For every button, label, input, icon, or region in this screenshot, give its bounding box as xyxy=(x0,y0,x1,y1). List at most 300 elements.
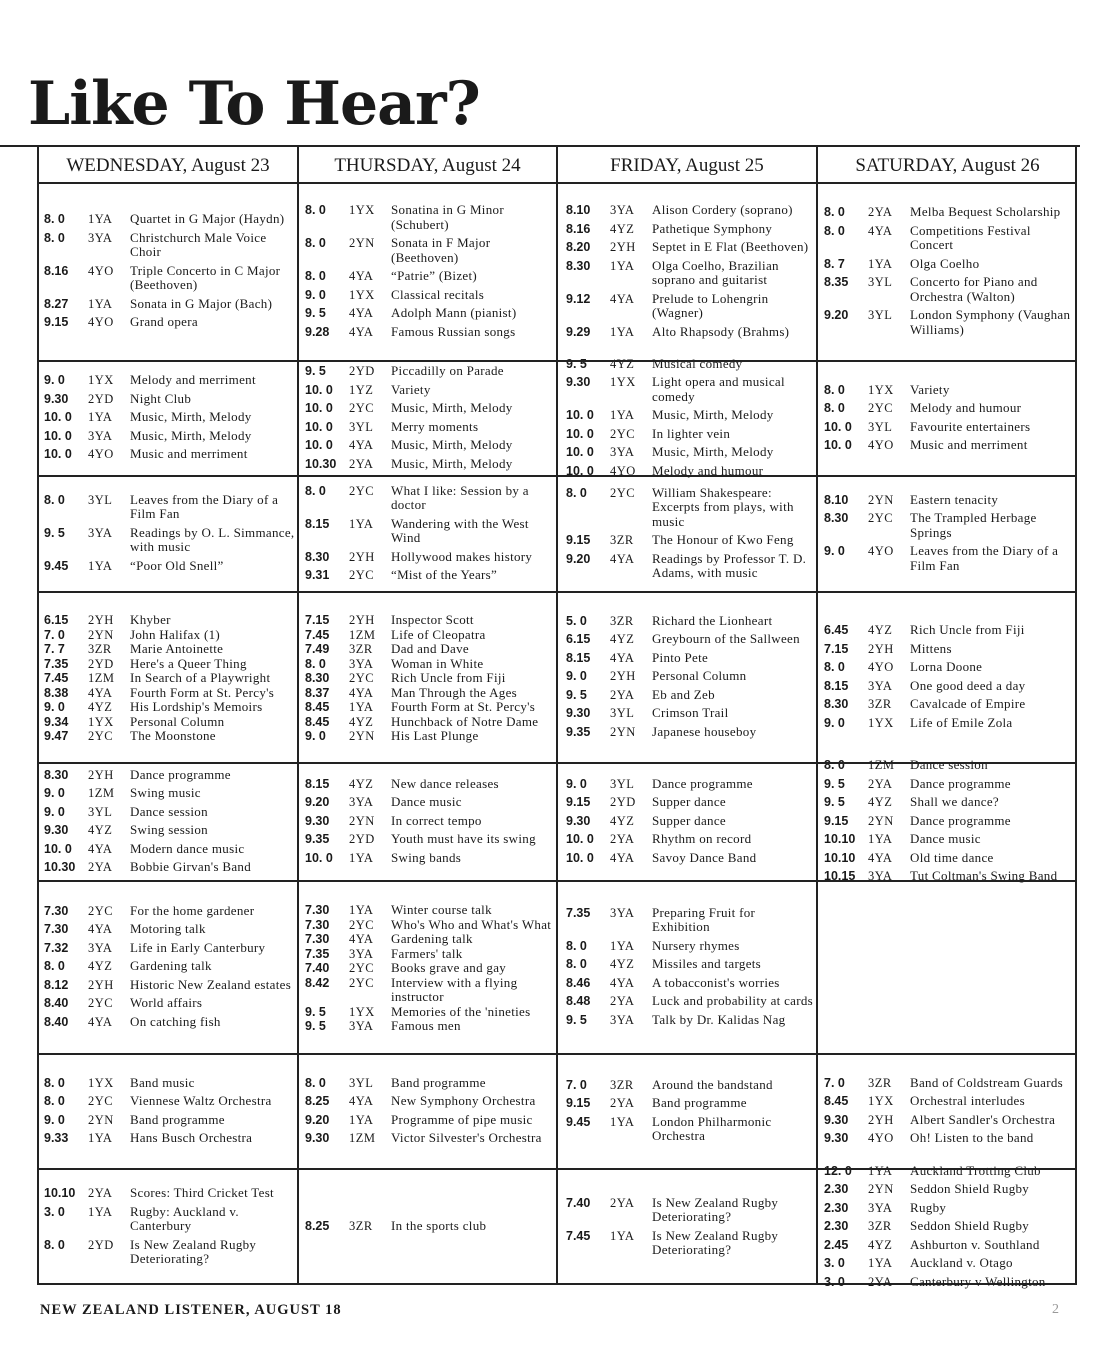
program-entry xyxy=(566,222,816,237)
program-entry xyxy=(566,669,816,684)
program-time: 9.30 xyxy=(305,1131,330,1145)
program-time: 8.16 xyxy=(566,221,591,236)
program-time: 7.35 xyxy=(566,905,591,920)
program-title: Around the bandstand xyxy=(652,1076,773,1092)
program-entry xyxy=(566,976,816,991)
program-title: Dance session xyxy=(910,757,988,773)
station-code: 4YA xyxy=(868,223,893,238)
program-time: 7.30 xyxy=(305,917,330,932)
program-title: Woman in White xyxy=(391,655,484,671)
program-entry xyxy=(305,642,555,657)
station-code: 3ZR xyxy=(610,613,634,628)
program-entry xyxy=(566,552,816,581)
station-code: 2YN xyxy=(88,1112,114,1127)
station-code: 1YA xyxy=(88,1131,113,1145)
program-entry xyxy=(824,224,1074,253)
program-title: Wandering with the West Wind xyxy=(391,515,529,545)
program-title: In correct tempo xyxy=(391,812,482,828)
program-entry xyxy=(305,306,555,321)
program-title: Luck and probability at cards xyxy=(652,993,814,1009)
section-divider xyxy=(37,182,1077,184)
program-time: 6.45 xyxy=(824,623,849,637)
program-time: 7.49 xyxy=(305,642,330,657)
station-code: 3ZR xyxy=(868,1075,892,1090)
program-entry xyxy=(824,1164,1074,1179)
station-code: 3YA xyxy=(610,445,635,460)
program-time: 7.15 xyxy=(305,613,330,628)
program-title: His Last Plunge xyxy=(391,728,479,744)
station-code: 2YH xyxy=(868,641,894,656)
station-code: 4YA xyxy=(610,551,635,566)
station-code: 2YH xyxy=(868,1112,894,1127)
section-divider xyxy=(37,591,1077,593)
program-entry xyxy=(305,364,555,379)
program-entry xyxy=(824,1256,1074,1271)
program-time: 8. 0 xyxy=(824,223,845,238)
program-time: 10. 0 xyxy=(44,841,72,856)
station-code: 4YA xyxy=(349,932,374,947)
station-code: 2YN xyxy=(349,813,375,828)
schedule-cell xyxy=(305,597,555,760)
schedule-cell xyxy=(305,481,555,589)
program-entry xyxy=(824,383,1074,398)
day-header-saturday: SATURDAY, August 26 xyxy=(855,155,1040,176)
program-title: For the home gardener xyxy=(130,902,255,918)
station-code: 4YA xyxy=(349,306,374,320)
program-entry xyxy=(566,427,816,442)
program-title: Programme of pipe music xyxy=(391,1111,533,1127)
program-title: Sonata in G Major (Bach) xyxy=(130,295,273,311)
program-title: John Halifax (1) xyxy=(130,626,220,642)
program-time: 7.40 xyxy=(305,961,330,976)
program-entry xyxy=(44,941,296,956)
station-code: 2YC xyxy=(349,975,375,990)
column-divider xyxy=(816,147,818,1285)
program-time: 9.30 xyxy=(44,823,69,837)
program-entry xyxy=(44,860,296,875)
program-title: Grand opera xyxy=(130,314,198,330)
program-time: 9. 5 xyxy=(305,306,326,320)
program-time: 9. 0 xyxy=(824,715,845,730)
schedule-cell xyxy=(44,188,296,358)
station-code: 2YC xyxy=(868,511,894,526)
station-code: 2YN xyxy=(349,236,375,250)
program-title: Viennese Waltz Orchestra xyxy=(130,1093,272,1108)
program-title: “Patrie” (Bizet) xyxy=(391,268,478,283)
program-entry xyxy=(566,408,816,423)
program-entry xyxy=(305,1113,555,1128)
station-code: 4YZ xyxy=(349,714,374,729)
program-entry xyxy=(305,777,555,792)
program-title: Supper dance xyxy=(652,794,726,810)
program-time: 8. 0 xyxy=(305,656,326,671)
program-entry xyxy=(824,716,1074,731)
program-entry xyxy=(305,420,555,435)
program-title: Nursery rhymes xyxy=(652,937,740,953)
program-entry xyxy=(305,457,555,472)
program-title: Olga Coelho xyxy=(910,255,980,271)
program-title: Preparing Fruit for Exhibition xyxy=(652,904,756,935)
schedule-cell xyxy=(824,1059,1074,1166)
station-code: 3YA xyxy=(349,795,374,810)
program-time: 9.20 xyxy=(566,551,591,566)
schedule-cell xyxy=(566,481,816,589)
station-code: 4YO xyxy=(88,447,114,462)
program-time: 9.45 xyxy=(44,558,69,573)
program-time: 6.15 xyxy=(44,613,69,628)
program-time: 7.30 xyxy=(305,932,330,947)
station-code: 3YL xyxy=(349,1075,374,1090)
station-code: 3YA xyxy=(868,869,893,884)
station-code: 3YA xyxy=(88,428,113,443)
program-title: The Trampled Herbage Springs xyxy=(910,510,1037,540)
schedule-cell xyxy=(566,1174,816,1283)
station-code: 2YA xyxy=(349,456,374,471)
program-title: Gardening talk xyxy=(130,958,212,974)
program-title: Swing bands xyxy=(391,849,462,865)
program-time: 3. 0 xyxy=(824,1274,845,1289)
program-title: Richard the Lionheart xyxy=(652,612,773,628)
program-time: 8. 0 xyxy=(44,1075,65,1090)
station-code: 4YA xyxy=(88,685,113,700)
station-code: 3YA xyxy=(349,1019,374,1034)
program-entry xyxy=(305,729,555,744)
program-title: Dance programme xyxy=(910,775,1011,791)
program-entry xyxy=(305,932,555,947)
program-time: 10.10 xyxy=(824,832,856,847)
program-time: 9. 0 xyxy=(824,544,845,559)
program-title: Pinto Pete xyxy=(652,649,709,665)
program-entry xyxy=(44,1186,296,1201)
program-entry xyxy=(44,373,296,388)
program-title: Marie Antoinette xyxy=(130,641,224,657)
program-title: “Mist of the Years” xyxy=(391,567,498,582)
program-entry xyxy=(824,1094,1074,1109)
program-time: 9.20 xyxy=(305,795,330,810)
program-entry xyxy=(305,976,555,1005)
program-entry xyxy=(44,526,296,555)
program-entry xyxy=(566,814,816,829)
program-entry xyxy=(44,805,296,820)
station-code: 2YA xyxy=(88,1186,113,1201)
program-title: Rugby: Auckland v. Canterbury xyxy=(130,1203,239,1234)
program-time: 9.15 xyxy=(566,795,591,810)
program-title: Is New Zealand Rugby Deteriorating? xyxy=(652,1194,779,1224)
program-title: Favourite entertainers xyxy=(910,418,1031,434)
station-code: 1YA xyxy=(868,1163,893,1178)
program-title: Prelude to Lohengrin (Wagner) xyxy=(652,290,769,320)
program-entry xyxy=(305,1131,555,1146)
program-time: 10.30 xyxy=(305,456,337,471)
program-title: Historic New Zealand estates xyxy=(130,976,292,992)
schedule-cell xyxy=(305,363,555,473)
station-code: 2YC xyxy=(610,485,636,500)
program-title: Leaves from the Diary of a Film Fan xyxy=(130,491,279,522)
program-title: Music and merriment xyxy=(910,437,1028,452)
program-entry xyxy=(44,1094,296,1109)
column-divider xyxy=(297,147,299,1285)
program-entry xyxy=(824,1201,1074,1216)
program-title: Savoy Dance Band xyxy=(652,849,757,865)
program-time: 8.10 xyxy=(566,203,591,217)
program-title: Music, Mirth, Melody xyxy=(391,455,513,471)
program-time: 8. 0 xyxy=(824,205,845,219)
station-code: 3YA xyxy=(88,940,113,955)
program-entry xyxy=(305,517,555,546)
program-time: 9. 5 xyxy=(44,525,65,540)
program-entry xyxy=(824,795,1074,810)
program-entry xyxy=(566,706,816,721)
program-title: Books grave and gay xyxy=(391,960,507,976)
program-entry xyxy=(824,851,1074,866)
program-entry xyxy=(44,493,296,522)
station-code: 4YZ xyxy=(88,959,113,974)
station-code: 3ZR xyxy=(349,1219,373,1234)
program-time: 10. 0 xyxy=(824,419,852,434)
program-entry xyxy=(44,786,296,801)
station-code: 2YN xyxy=(349,729,375,744)
page-number: 2 xyxy=(1052,1302,1059,1317)
program-title: Supper dance xyxy=(652,812,726,828)
schedule-cell xyxy=(305,886,555,1051)
program-time: 7.35 xyxy=(305,946,330,961)
program-title: Leaves from the Diary of a Film Fan xyxy=(910,543,1059,573)
program-title: Tut Coltman's Swing Band xyxy=(910,868,1058,884)
program-time: 8. 0 xyxy=(824,758,845,773)
program-title: His Lordship's Memoirs xyxy=(130,699,263,715)
program-entry xyxy=(305,613,555,628)
program-time: 10. 0 xyxy=(305,401,333,415)
station-code: 1YA xyxy=(610,258,635,273)
program-time: 9.35 xyxy=(566,724,591,739)
schedule-cell xyxy=(44,481,296,589)
program-title: Band of Coldstream Guards xyxy=(910,1074,1064,1090)
program-time: 8.37 xyxy=(305,685,330,700)
station-code: 4YA xyxy=(88,841,113,856)
program-time: 9.31 xyxy=(305,568,330,582)
program-entry xyxy=(305,700,555,715)
schedule-cell xyxy=(824,886,1074,1051)
program-title: Auckland Trotting Club xyxy=(910,1162,1041,1178)
program-entry xyxy=(44,1113,296,1128)
station-code: 3YA xyxy=(88,525,113,540)
station-code: 2YA xyxy=(868,1274,893,1289)
station-code: 2YC xyxy=(349,401,375,415)
program-entry xyxy=(566,994,816,1009)
program-title: Light opera and musical comedy xyxy=(652,374,785,404)
program-time: 8. 0 xyxy=(305,203,326,217)
program-title: Hunchback of Notre Dame xyxy=(391,713,539,729)
program-time: 8.30 xyxy=(566,258,591,273)
program-entry xyxy=(824,544,1074,573)
program-title: Life of Emile Zola xyxy=(910,714,1013,730)
station-code: 1ZM xyxy=(349,1131,376,1145)
program-title: Lorna Doone xyxy=(910,659,983,674)
program-title: Music and merriment xyxy=(130,446,248,462)
station-code: 4YA xyxy=(610,975,635,990)
program-time: 9.28 xyxy=(305,324,330,339)
station-code: 2YC xyxy=(349,671,375,686)
program-title: Dance session xyxy=(130,803,208,819)
station-code: 4YZ xyxy=(610,356,635,371)
program-entry xyxy=(44,715,296,730)
program-entry xyxy=(566,957,816,972)
station-code: 2YD xyxy=(88,391,114,406)
program-time: 8. 0 xyxy=(305,269,326,283)
program-entry xyxy=(44,686,296,701)
station-code: 2YN xyxy=(868,813,894,828)
program-time: 9. 5 xyxy=(305,1019,326,1034)
program-title: Eastern tenacity xyxy=(910,491,999,507)
station-code: 2YA xyxy=(868,776,893,791)
program-entry xyxy=(305,628,555,643)
station-code: 3ZR xyxy=(868,1219,892,1234)
program-title: Dance programme xyxy=(652,775,753,791)
program-title: In the sports club xyxy=(391,1218,487,1234)
program-time: 9. 5 xyxy=(566,687,587,702)
program-title: Competitions Festival Concert xyxy=(910,222,1031,252)
station-code: 4YZ xyxy=(349,776,374,791)
program-title: William Shakespeare: Excerpts from plays, with music xyxy=(652,484,794,529)
schedule-cell xyxy=(44,1174,296,1283)
program-title: Here's a Queer Thing xyxy=(130,655,247,671)
station-code: 3YL xyxy=(868,275,893,289)
footer-credit: NEW ZEALAND LISTENER, AUGUST 18 xyxy=(40,1302,342,1318)
program-time: 8. 0 xyxy=(824,382,845,397)
station-code: 2YA xyxy=(610,687,635,702)
program-time: 8.45 xyxy=(305,714,330,729)
program-entry xyxy=(305,686,555,701)
program-time: 8.46 xyxy=(566,975,591,990)
program-title: Concerto for Piano and Orchestra (Walton) xyxy=(910,274,1038,304)
program-title: Piccadilly on Parade xyxy=(391,363,504,378)
station-code: 2YH xyxy=(610,240,636,254)
section-divider xyxy=(37,1168,1077,1170)
program-entry xyxy=(824,777,1074,792)
program-title: Variety xyxy=(910,381,950,397)
program-time: 8.16 xyxy=(44,263,69,278)
program-title: Bobbie Girvan's Band xyxy=(130,859,251,874)
program-time: 8. 0 xyxy=(44,230,65,245)
station-code: 4YA xyxy=(868,850,893,865)
program-title: Alison Cordery (soprano) xyxy=(652,202,793,217)
program-title: Merry moments xyxy=(391,418,479,434)
program-title: Sonatina in G Minor (Schubert) xyxy=(391,202,504,232)
day-header-friday: FRIDAY, August 25 xyxy=(610,155,764,176)
program-time: 9.15 xyxy=(44,315,69,330)
program-title: Music, Mirth, Melody xyxy=(130,427,252,443)
schedule-cell xyxy=(305,188,555,358)
program-time: 8.40 xyxy=(44,1014,69,1029)
station-code: 3YL xyxy=(868,308,893,322)
station-code: 1YA xyxy=(349,850,374,865)
program-time: 8.35 xyxy=(824,275,849,289)
program-entry xyxy=(44,429,296,444)
program-entry xyxy=(824,401,1074,416)
program-time: 10. 0 xyxy=(566,463,594,478)
program-entry xyxy=(44,1076,296,1091)
station-code: 2YC xyxy=(868,401,894,415)
station-code: 1YX xyxy=(868,715,894,730)
day-header-wednesday: WEDNESDAY, August 23 xyxy=(66,155,270,176)
station-code: 3ZR xyxy=(349,642,373,657)
program-time: 9.15 xyxy=(566,1096,591,1110)
station-code: 1YA xyxy=(349,516,374,531)
program-time: 2.30 xyxy=(824,1219,849,1234)
program-time: 8.15 xyxy=(566,650,591,665)
schedule-cell xyxy=(305,1059,555,1166)
program-title: Seddon Shield Rugby xyxy=(910,1218,1030,1234)
station-code: 4YZ xyxy=(868,795,893,810)
program-title: Readings by O. L. Simmance, with music xyxy=(130,524,295,555)
program-time: 8.12 xyxy=(44,977,69,992)
program-entry xyxy=(305,918,555,933)
program-time: 8. 0 xyxy=(44,1237,65,1252)
program-title: Band programme xyxy=(652,1095,747,1110)
program-entry xyxy=(566,292,816,321)
station-code: 2YH xyxy=(610,669,636,684)
program-entry xyxy=(44,410,296,425)
program-entry xyxy=(305,236,555,265)
program-title: Hollywood makes history xyxy=(391,548,533,564)
program-title: Melody and merriment xyxy=(130,372,256,388)
program-entry xyxy=(824,420,1074,435)
station-code: 3YA xyxy=(349,656,374,671)
program-title: Cavalcade of Empire xyxy=(910,696,1026,711)
program-time: 9. 0 xyxy=(44,786,65,800)
program-title: Music, Mirth, Melody xyxy=(652,407,774,423)
program-title: Victor Silvester's Orchestra xyxy=(391,1130,542,1145)
program-title: Septet in E Flat (Beethoven) xyxy=(652,239,809,254)
program-time: 10.10 xyxy=(44,1186,76,1201)
station-code: 1YA xyxy=(349,700,374,715)
program-entry xyxy=(824,511,1074,540)
program-title: Music, Mirth, Melody xyxy=(652,444,774,460)
program-entry xyxy=(566,851,816,866)
program-time: 8. 0 xyxy=(44,212,65,227)
program-title: A tobacconist's worries xyxy=(652,974,780,990)
program-entry xyxy=(824,697,1074,712)
program-time: 10. 0 xyxy=(566,850,594,865)
program-title: Canterbury v Wellington xyxy=(910,1273,1046,1289)
station-code: 1YA xyxy=(349,1112,374,1127)
program-title: What I like: Session by a doctor xyxy=(391,482,529,512)
station-code: 4YA xyxy=(610,291,635,306)
program-title: Orchestral interludes xyxy=(910,1093,1025,1108)
program-entry xyxy=(566,688,816,703)
station-code: 3YL xyxy=(88,492,113,507)
program-time: 9. 0 xyxy=(44,700,65,715)
station-code: 1YA xyxy=(610,1114,635,1129)
program-entry xyxy=(824,1131,1074,1146)
station-code: 4YO xyxy=(868,544,894,559)
program-time: 8. 0 xyxy=(824,401,845,415)
program-title: Winter course talk xyxy=(391,902,492,918)
station-code: 2YD xyxy=(349,364,375,378)
station-code: 2YD xyxy=(88,656,114,671)
station-code: 3YA xyxy=(349,946,374,961)
program-title: Swing music xyxy=(130,785,201,800)
program-entry xyxy=(44,671,296,686)
program-entry xyxy=(566,445,816,460)
station-code: 4YZ xyxy=(868,623,893,637)
program-title: Gardening talk xyxy=(391,931,473,947)
program-time: 8.15 xyxy=(305,776,330,791)
program-time: 9. 5 xyxy=(305,364,326,378)
station-code: 1YX xyxy=(349,1004,375,1019)
section-divider xyxy=(37,762,1077,764)
program-time: 9.12 xyxy=(566,291,591,306)
